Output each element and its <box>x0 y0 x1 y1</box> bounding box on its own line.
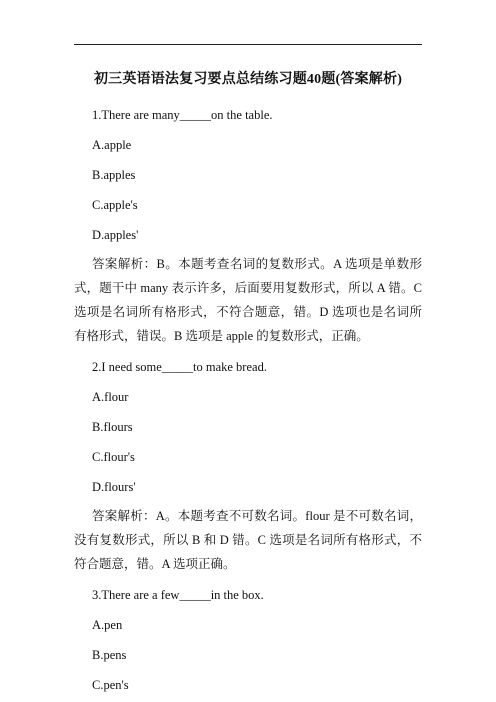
document-title: 初三英语语法复习要点总结练习题40题(答案解析) <box>93 72 403 87</box>
document-body <box>74 100 422 700</box>
option-a: A.pen <box>92 618 123 632</box>
option-c: C.apple's <box>92 198 138 212</box>
answer-explanation: 答案解析：A。本题考查不可数名词。flour 是不可数名词，没有复数形式，所以 B 和 D 错。C 选项是名词所有格形式，不符合题意，错。A 选项正确。 <box>74 509 422 571</box>
option-b: B.pens <box>92 648 127 662</box>
header-rule <box>74 44 422 45</box>
option-d: D.flours' <box>92 480 136 494</box>
option-b: B.apples <box>92 168 136 182</box>
question-stem: 1.There are many_____on the table. <box>92 108 273 122</box>
option-c: C.pen's <box>92 678 129 692</box>
question-stem: 3.There are a few_____in the box. <box>92 588 264 602</box>
option-a: A.apple <box>92 138 132 152</box>
option-b: B.flours <box>92 420 133 434</box>
answer-explanation: 答案解析：B。本题考查名词的复数形式。A 选项是单数形式，题干中 many 表示许多，后面要用复数形式，所以 A 错。C 选项是名词所有格形式，不符合题意，错。D 选项也是名词所有格形式，错误。B 选项是 apple 的复数形式，正确。 <box>74 257 422 343</box>
option-d: D.apples' <box>92 228 139 242</box>
option-c: C.flour's <box>92 450 135 464</box>
option-a: A.flour <box>92 390 129 404</box>
question-stem: 2.I need some_____to make bread. <box>92 360 267 374</box>
